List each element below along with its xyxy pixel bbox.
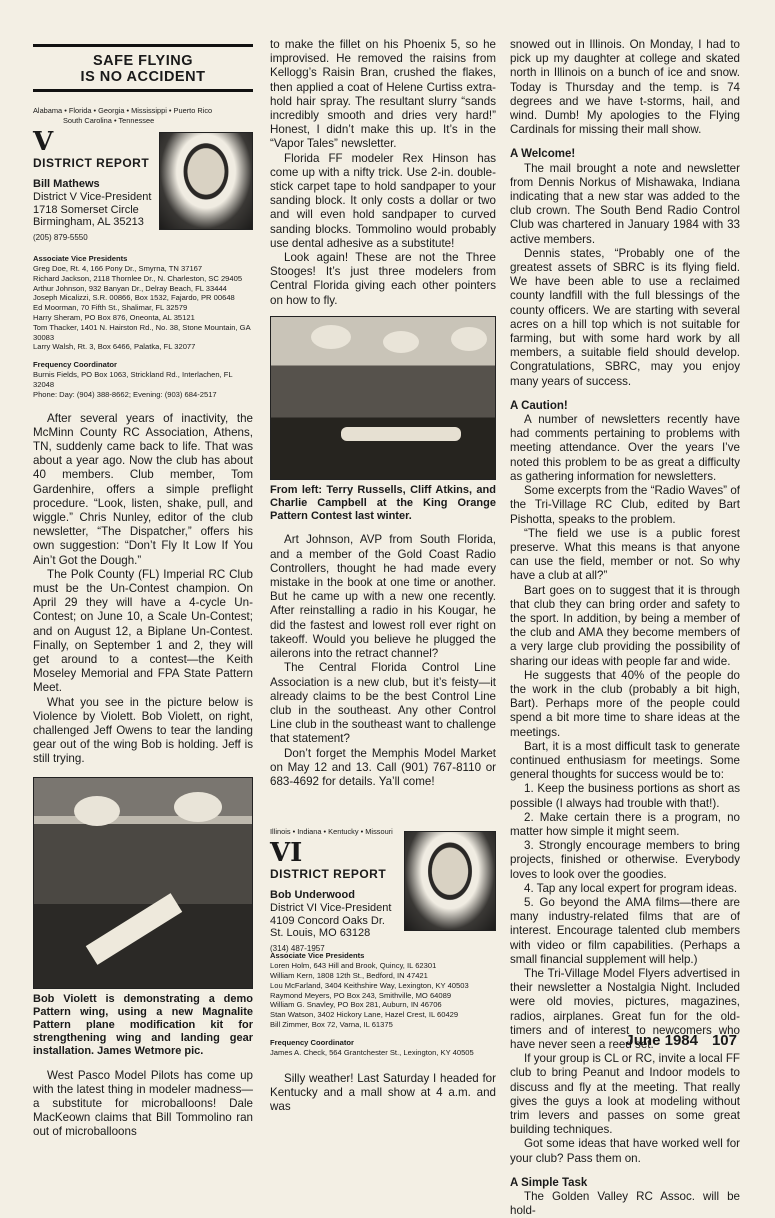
paragraph: After several years of inactivity, the McMinn County RC Association, Athens, TN, suddenly came back to life. That was about a year ago. Now the club has about 40 members. Club member, Tom Gardenhire, offers a simple preflight procedure. “Look, listen, shake, pull, and wiggle.” Chris Nunley, editor of the club newsletter, “The Dispatcher,” offers his own suggestion: “Don’t Fly It Low If You Ain’t Got the Dough.”: [33, 411, 253, 567]
avp-item: William Kern, 1808 12th St., Bedford, IN 47421: [270, 970, 428, 980]
photo-hat: [383, 331, 419, 353]
column-2: [270, 38, 496, 1114]
avp-item: William G. Snavley, PO Box 281, Auburn, IN 46706: [270, 1000, 442, 1010]
photo-hat: [74, 796, 120, 826]
photo-plane: [341, 427, 461, 441]
col1-after: [33, 1069, 253, 1140]
avp-item: Loren Holm, 643 Hill and Brook, Quincy, IL 62301: [270, 961, 437, 971]
district-numeral: VI: [270, 838, 303, 869]
avp-item: Joseph Micalizzi, S.R. 00866, Box 1532, Fajardo, PR 00648: [33, 293, 235, 303]
caution-heading: A Caution!: [510, 399, 568, 412]
paragraph: A number of newsletters recently have had comments pertaining to problems with meeting attendance. Over the years I’ve noted this problem to be as great a difficulty as gathering information for newsletters.: [510, 413, 740, 483]
paragraph: Got some ideas that have worked well for your club? Pass them on.: [510, 1137, 740, 1165]
list-item: 3. Strongly encourage members to bring projects, finished or otherwise. Everybody loves to look over the goodies.: [510, 839, 740, 881]
welcome-heading: A Welcome!: [510, 148, 576, 161]
list-item: 2. Make certain there is a program, no matter how simple it might seem.: [510, 810, 740, 838]
paragraph: The mail brought a note and newsletter from Dennis Norkus of Mishawaka, Indiana indicating that a new star was added to the club crown. The South Bend Radio Control Club was chartered in January 1984 with 33 active members.: [510, 161, 740, 246]
district-5-states: [33, 106, 253, 126]
photo1-caption: Bob Violett is demonstrating a demo Pattern wing, using a new Magnalite Pattern plane modification kit for strengthening wing and landing gear installation. James Wetmore pic.: [33, 992, 253, 1058]
paragraph: The Tri-Village Model Flyers advertised in their newsletter a Nostalgia Night. Included were old movies, pictures, magazines, radios, airplanes. Great fun for the old-timers and of interest to newcomers who have never seen a reed set.: [510, 967, 740, 1052]
avp-list: [270, 961, 496, 1030]
paragraph: He suggests that 40% of the people do the work in the club (probably a bit high, Bart). Perhaps more of the people could spend a bit more time to share ideas at the meetings.: [510, 668, 740, 739]
paragraph: The Golden Valley RC Assoc. will be hold-: [510, 1190, 740, 1218]
box-title-line-1: SAFE FLYING: [92, 53, 194, 69]
paragraph: Don’t forget the Memphis Model Market on May 12 and 13. Call (901) 767-8110 or 683-4692 for details. Ya’ll come!: [270, 746, 496, 788]
avp-item: Stan Watson, 3402 Hickory Lane, Hazel Crest, IL 60429: [270, 1010, 459, 1020]
issue-date: June 1984: [625, 1032, 698, 1049]
photo-hat: [311, 325, 351, 349]
vp-name: Bob Underwood: [270, 889, 355, 902]
paragraph: The Polk County (FL) Imperial RC Club must be the Un-Contest champion. On April 29 they will have a 4-cycle Un-Contest; on June 10, a Scale Un-Contest; and on August 12, a Biplane Un-Contest. Finally, on September 1 and 2, they will get around to a contest—the Keith Moseley Memorial and FPA State Pattern Meet.: [33, 567, 253, 695]
violett-photo: [33, 777, 253, 989]
freq-line: Burnis Fields, PO Box 1063, Strickland Rd., Interlachen, FL 32048: [33, 370, 233, 389]
avp-item: Harry Sheram, PO Box 876, Oneonta, AL 35121: [33, 312, 195, 322]
paragraph: What you see in the picture below is Violence by Violett. Bob Violett, on right, challenged Jeff Owens to tear the landing gear out of the wing Bob is holding. Jeff is still trying.: [33, 695, 253, 766]
states-line-2: South Carolina • Tennessee: [63, 116, 155, 125]
box-title-line-2: IS NO ACCIDENT: [80, 69, 206, 85]
column-1: [33, 32, 253, 1140]
paragraph: Florida FF modeler Rex Hinson has come up with a nifty trick. Use 2-in. double-stick carpet tape to hold sandpaper to your sanding block. It only costs a dollar or two and will even hold sandpaper to curved sanding blocks. Tommolino would probably use dental adhesive as a substitute!: [270, 151, 496, 250]
paragraph: Some excerpts from the “Radio Waves” of the Tri-Village RC Club, edited by Bart Pishotta, speaks to the problem.: [510, 484, 740, 526]
avp-item: Bill Zimmer, Box 72, Varna, IL 61375: [270, 1019, 393, 1029]
photo2-caption: From left: Terry Russells, Cliff Atkins, and Charlie Campbell at the King Orange Pattern Contest last winter.: [270, 483, 496, 523]
district-6-states: Illinois • Indiana • Kentucky • Missouri: [270, 827, 393, 837]
page-footer: [611, 1032, 737, 1049]
vp-phone: (205) 879-5550: [33, 232, 88, 242]
vp-address-2: St. Louis, MO 63128: [270, 927, 371, 940]
list-item: 5. Go beyond the AMA films—there are many industry-related films that are of interest. Encourage talented club members with video or film capabilities. (Perhaps a small financial supplement will help.): [510, 895, 740, 966]
freq-line: James A. Check, 564 Grantchester St., Lexington, KY 40505: [270, 1047, 474, 1057]
photo-hat: [451, 327, 487, 351]
avp-list: [33, 264, 253, 352]
district-report-label: DISTRICT REPORT: [270, 867, 387, 882]
freq-info: [33, 370, 253, 399]
three-modelers-photo: [270, 316, 496, 480]
avp-item: Lou McFarland, 3404 Keithshire Way, Lexington, KY 40503: [270, 980, 469, 990]
portrait-photo: [159, 132, 253, 230]
vp-address-1: 4109 Concord Oaks Dr.: [270, 914, 385, 927]
avp-heading: Associate Vice Presidents: [33, 254, 128, 263]
freq-heading: Frequency Coordinator: [270, 1037, 354, 1047]
paragraph: West Pasco Model Pilots has come up with the latest thing in modeler madness—a substitute for microballoons! Dale MacKeown claims that Bill Tommolino ran out of microballoons: [33, 1068, 253, 1139]
avp-item: Greg Doe, Rt. 4, 166 Pony Dr., Smyrna, TN 37167: [33, 264, 203, 273]
avp-item: Ed Moorman, 70 Fifth St., Shalimar, FL 32579: [33, 303, 188, 313]
vp-title: District V Vice-President: [33, 191, 152, 204]
vp-address-1: 1718 Somerset Circle: [33, 203, 139, 216]
vp-phone: (314) 487-1957: [270, 943, 325, 953]
task-heading: A Simple Task: [510, 1176, 588, 1189]
paragraph: Bart, it is a most difficult task to generate continued enthusiasm for meetings. Some general thoughts for success would be to:: [510, 739, 740, 782]
district-5-header: [33, 128, 253, 246]
avp-item: Raymond Meyers, PO Box 243, Smithville, MO 64089: [270, 990, 452, 1000]
col2-mid: [270, 533, 496, 789]
avp-item: Arthur Johnson, 932 Banyan Dr., Delray Beach, FL 33444: [33, 283, 227, 293]
district-numeral: V: [33, 127, 54, 157]
col1-body: [33, 412, 253, 767]
col2-bottom: [270, 1072, 496, 1115]
avp-item: Tom Thacker, 1401 N. Hairston Rd., No. 38, Stone Mountain, GA 30083: [33, 322, 251, 342]
paragraph: Art Johnson, AVP from South Florida, and a member of the Gold Coast Radio Controllers, thought he had made every mistake in the book at one time or another. But he came up with a new one recently. After reinstalling a radio in his Kougar, he did the fastest and lowest roll ever right on takeoff. Would you believe he plugged the ailerons into the retract channel?: [270, 533, 496, 661]
vp-address-2: Birmingham, AL 35213: [33, 216, 144, 229]
district-report-label: DISTRICT REPORT: [33, 156, 150, 170]
page-number: 107: [711, 1032, 737, 1049]
district-6-header: [270, 839, 496, 951]
avp-heading: Associate Vice Presidents: [270, 951, 365, 961]
avp-item: Larry Walsh, Rt. 3, Box 6466, Palatka, FL 32077: [33, 342, 196, 352]
states-line-1: Alabama • Florida • Georgia • Mississippi • Puerto Rico: [33, 106, 213, 115]
freq-heading: Frequency Coordinator: [33, 360, 117, 370]
vp-title: District VI Vice-President: [270, 902, 392, 915]
avp-item: Richard Jackson, 2118 Thornlee Dr., N. Charleston, SC 29405: [33, 273, 243, 283]
list-item: 4. Tap any local expert for program ideas.: [524, 881, 738, 895]
vp-name: Bill Mathews: [33, 178, 100, 191]
safe-flying-box: [33, 44, 253, 92]
paragraph: snowed out in Illinois. On Monday, I had to pick up my daughter at college and skated north in Illinois on a bunch of ice and snow. Today is Thursday and the temp. is 74 degrees and we have t-storms, hail, and wind. Dumb! My apologies to the Flying Cardinals for missing their mall show.: [510, 38, 740, 137]
paragraph: The Central Florida Control Line Association is a new club, but it’s feisty—it already claims to be the best Control Line club in the southeast. Any other Control Line club in the southeast want to challenge that statement?: [270, 661, 496, 746]
photo-hat: [174, 792, 222, 822]
portrait-photo: [404, 831, 496, 931]
paragraph: Silly weather! Last Saturday I headed for Kentucky and a mall show at 4 a.m. and was: [270, 1071, 496, 1113]
paragraph: to make the fillet on his Phoenix 5, so he improvised. He removed the raisins from Kellogg’s Raisin Bran, crushed the flakes, then applied a coat of Helene Curtiss extra-hold hair spray. The resultant slurry “sands incredibly smooth and dries very hard!” Honest, I didn’t make this up. It’s in the “Vapor Tales” newsletter.: [270, 38, 496, 151]
list-item: 1. Keep the business portions as short as possible (I always had trouble with that!).: [510, 782, 740, 810]
paragraph: Bart goes on to suggest that it is through that club they can bring order and safety to the sport. In addition, by being a member of the club and AMA they become members of a very large club providing the possibility of sharing our ideas with people far and wide.: [510, 583, 740, 668]
paragraph: If your group is CL or RC, invite a local FF club to bring Peanut and Indoor models to discuss and fly at the meeting. That really gives the guys a look at modeling without trim levers and passes on some great building techniques.: [510, 1052, 740, 1137]
paragraph: Dennis states, “Probably one of the greatest assets of SBRC is its flying field. We have been able to use a reclaimed county landfill with the full blessings of the county officers. We are starting with several acres on a hill top which is not suitable for farming, but with some hard work by all members, a suitable field should develop. Congratulations, SBRC, may you enjoy many years of success.: [510, 246, 740, 388]
photo-wing: [86, 893, 182, 965]
paragraph: “The field we use is a public forest preserve. What this means is that anyone can use the field, member or not. So why have a club at all?”: [510, 526, 740, 583]
paragraph: Look again! These are not the Three Stooges! It’s just three modelers from Central Florida giving each other pointers on how to fly.: [270, 251, 496, 307]
freq-line: Phone: Day: (904) 388-8662; Evening: (903) 684-2517: [33, 389, 217, 399]
